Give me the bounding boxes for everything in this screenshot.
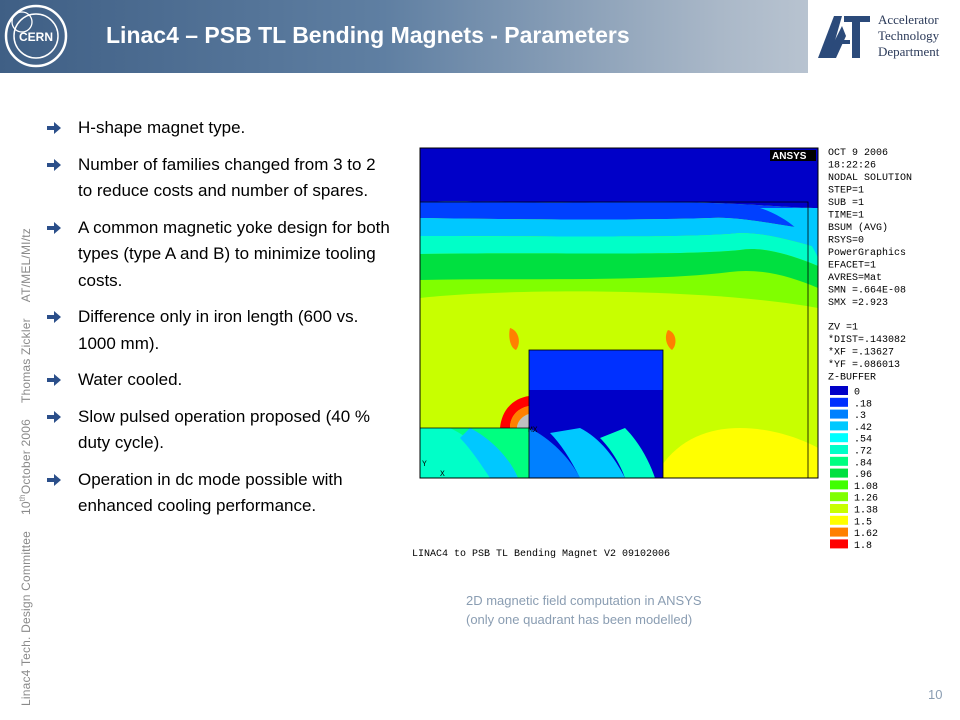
plot-info-line: 18:22:26 [828,160,877,172]
footer-date-suffix: th [18,494,27,502]
list-item [46,304,391,357]
plot-info-line: RSYS=0 [828,235,865,247]
bullet-text: Difference only in iron length (600 vs. 1000 mm). [78,307,359,353]
ansys-footer: LINAC4 to PSB TL Bending Magnet V2 09102006 [412,549,671,560]
department-logo-box [808,0,960,73]
legend-value: .96 [854,470,873,482]
legend-swatch [830,516,848,525]
footer-author: Thomas Zickler [19,318,33,404]
legend-swatch [830,445,848,454]
arrow-icon [46,410,62,424]
footer-date-rest: October 2006 [19,419,33,495]
legend-value: 1.08 [854,481,879,493]
legend-swatch [830,457,848,466]
plot-info-line: SMX =2.923 [828,298,889,309]
ansys-brand: ANSYS [772,151,807,162]
footer-date-day: 10 [19,501,33,515]
page-title: Linac4 – PSB TL Bending Magnets - Parameters [106,22,630,48]
plot-info-line: BSUM (AVG) [828,223,889,234]
legend-swatch [830,410,848,419]
plot-info-line: STEP=1 [828,185,865,197]
legend-swatch [830,528,848,537]
plot-info-line: AVRES=Mat [828,273,883,284]
legend-value: .84 [854,458,873,470]
legend-value: 1.38 [854,505,879,517]
legend-value: .72 [854,446,873,458]
side-footer [18,228,33,706]
legend-swatch [830,433,848,442]
view-info-line: *XF =.13627 [828,347,895,359]
legend-value: 1.26 [854,493,879,505]
at-logo [816,12,872,60]
legend-value: .18 [854,399,873,411]
footer-date [18,419,33,515]
plot-info-line: PowerGraphics [828,248,907,259]
list-item [46,152,391,205]
view-info-line: *YF =.086013 [828,360,901,371]
legend-swatch [830,539,848,548]
bullet-text: Number of families changed from 3 to 2 to reduce costs and number of spares. [78,154,376,200]
footer-group: AT/MEL/MI/tz [19,228,33,303]
department-name [878,12,939,60]
bullet-list [46,115,391,530]
footer-committee: Linac4 Tech. Design Committee [19,531,33,706]
list-item [46,404,391,457]
legend-value: 0 [854,387,861,399]
caption-line1: 2D magnetic field computation in ANSYS [466,593,702,608]
legend-swatch [830,386,848,395]
list-item [46,367,391,394]
bullet-text: A common magnetic yoke design for both types (type A and B) to minimize tooling costs. [78,217,390,290]
plot-info-line: SMN =.664E-08 [828,285,907,297]
legend-swatch [830,398,848,407]
legend-swatch [830,469,848,478]
plot-info-line: SUB =1 [828,198,865,209]
legend-value: .3 [854,411,867,423]
legend-value: .42 [854,422,873,434]
arrow-icon [46,221,62,235]
list-item [46,215,391,295]
view-info-line: ZV =1 [828,322,859,334]
cern-logo-text: CERN [18,30,54,44]
legend-value: 1.8 [854,540,873,552]
legend-value: 1.5 [854,517,873,529]
plot-info-line: EFACET=1 [828,260,877,272]
arrow-icon [46,158,62,172]
slide-header [0,0,960,73]
arrow-icon [46,121,62,135]
view-info-line: Z-BUFFER [828,372,877,384]
department-line2: Technology [878,28,940,43]
plot-info-line: NODAL SOLUTION [828,173,913,184]
department-line3: Department [878,44,940,59]
bullet-text: Slow pulsed operation proposed (40 % duty cycle). [78,406,371,452]
cern-logo [2,2,70,70]
bullet-text: H-shape magnet type. [78,118,246,137]
legend-value: .54 [854,434,873,446]
mx-marker: MX [528,426,538,435]
plot-info-line: OCT 9 2006 [828,148,889,159]
bullet-text: Water cooled. [78,370,183,389]
plot-info-line: TIME=1 [828,210,865,222]
legend-swatch [830,421,848,430]
list-item [46,115,391,142]
ansys-field-plot [410,138,940,566]
caption-line2: (only one quadrant has been modelled) [466,612,693,627]
arrow-icon [46,310,62,324]
legend-swatch [830,480,848,489]
legend-value: 1.62 [854,529,879,541]
arrow-icon [46,473,62,487]
arrow-icon [46,373,62,387]
axis-y-label: Y [422,460,427,469]
department-line1: Accelerator [878,12,939,27]
figure-caption [466,591,702,629]
view-info-line: *DIST=.143082 [828,335,907,346]
page-number: 10 [928,687,943,702]
axis-x-label: X [440,470,445,479]
legend-swatch [830,504,848,513]
list-item [46,467,391,520]
bullet-text: Operation in dc mode possible with enhanced cooling performance. [78,469,343,515]
legend-swatch [830,492,848,501]
